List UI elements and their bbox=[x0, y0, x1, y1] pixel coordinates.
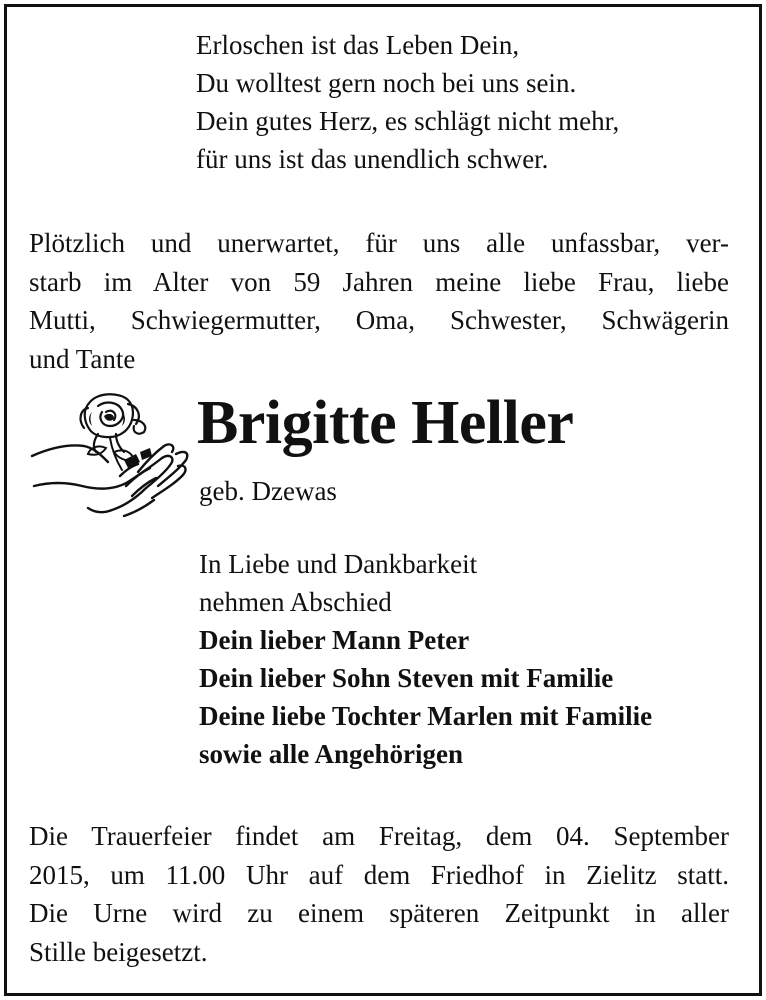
announcement-line: starb im Alter von 59 Jahren meine liebe Frau, liebe bbox=[29, 266, 729, 297]
poem-line: Dein gutes Herz, es schlägt nicht mehr, bbox=[196, 106, 620, 136]
poem-line: Erloschen ist das Leben Dein, bbox=[196, 30, 520, 60]
announcement-line: Plötzlich und unerwartet, für uns alle unfassbar, ver- bbox=[29, 228, 729, 258]
announcement-line: Mutti, Schwiegermutter, Oma, Schwester, Schwägerin bbox=[29, 305, 729, 335]
funeral-line: 2015, um 11.00 Uhr auf dem Friedhof in Zielitz statt. bbox=[29, 859, 729, 890]
funeral-line: Stille beigesetzt. bbox=[29, 936, 208, 967]
farewell-line: nehmen Abschied bbox=[199, 587, 392, 617]
funeral-details bbox=[29, 817, 729, 971]
farewell-line: In Liebe und Dankbarkeit bbox=[199, 549, 478, 579]
maiden-name: geb. Dzewas bbox=[199, 476, 337, 506]
funeral-line: Die Urne wird zu einem späteren Zeitpunkt in aller bbox=[29, 898, 729, 928]
death-announcement bbox=[29, 224, 729, 378]
mourner-line: Deine liebe Tochter Marlen mit Familie bbox=[199, 701, 653, 731]
deceased-name: Brigitte Heller bbox=[197, 389, 574, 457]
farewell-block bbox=[199, 545, 652, 773]
rose-in-hands-icon bbox=[28, 390, 193, 522]
mourner-line: Dein lieber Mann Peter bbox=[199, 625, 470, 655]
poem-line: für uns ist das unendlich schwer. bbox=[196, 144, 549, 174]
memorial-poem bbox=[196, 26, 619, 178]
mourner-line: sowie alle Angehörigen bbox=[199, 739, 463, 769]
poem-line: Du wolltest gern noch bei uns sein. bbox=[196, 68, 577, 98]
announcement-line: und Tante bbox=[29, 343, 136, 374]
funeral-line: Die Trauerfeier findet am Freitag, dem 04. September bbox=[29, 821, 729, 851]
mourner-line: Dein lieber Sohn Steven mit Familie bbox=[199, 663, 614, 693]
